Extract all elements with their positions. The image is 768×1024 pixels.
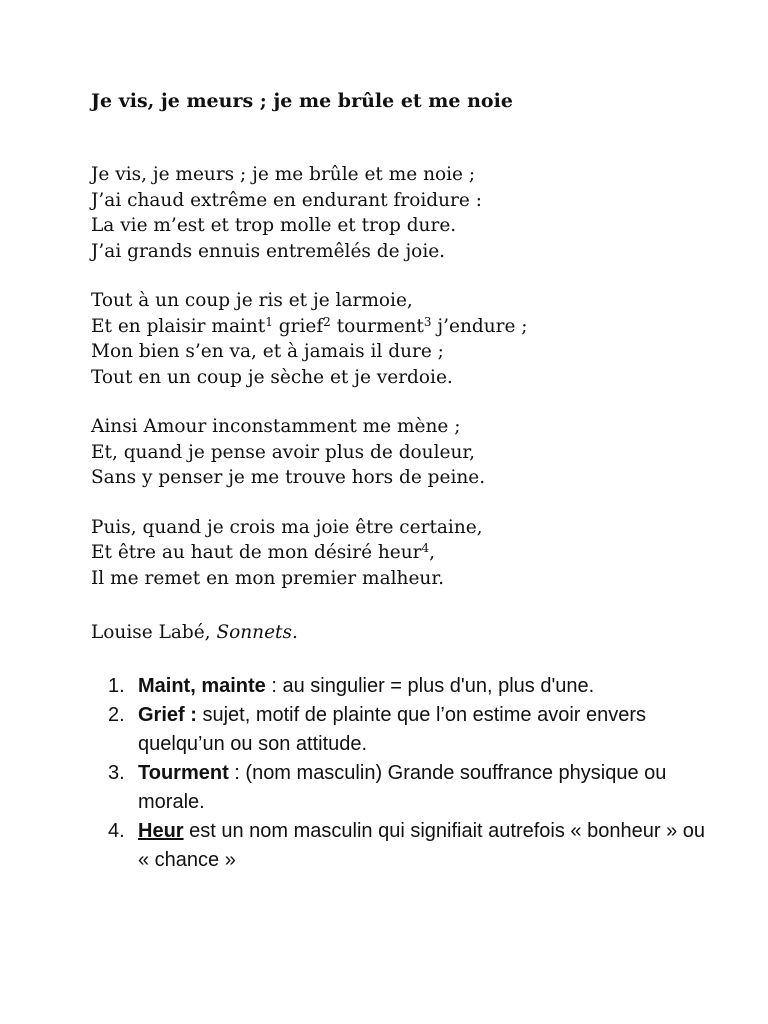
poem-line: Tout à un coup je ris et je larmoie, — [91, 290, 413, 311]
author-name: Louise Labé, — [91, 622, 217, 643]
footnote-item — [95, 817, 715, 875]
footnote-ref-1: 1 — [265, 314, 273, 329]
footnote-ref-3: 3 — [423, 314, 432, 329]
line-text: grief — [272, 315, 324, 337]
footnote-definition: : au singulier = plus d'un, plus d'une. — [265, 675, 595, 697]
footnote-number: 4. — [108, 820, 125, 842]
footnote-item — [95, 701, 715, 759]
poem-line: Tout en un coup je sèche et je verdoie. — [91, 366, 453, 388]
poem-line: J’ai grands ennuis entremêlés de joie. — [91, 240, 446, 262]
poem-line: Sans y penser je me trouve hors de peine. — [91, 467, 486, 488]
line-text: Et en plaisir maint — [91, 315, 266, 337]
poem-line: Et, quand je pense avoir plus de douleur, — [91, 441, 476, 463]
footnote-item — [95, 672, 715, 701]
footnote-definition: est un nom masculin qui signifiait autrefois « bonheur » ou « chance » — [138, 820, 705, 871]
poem-line: Puis, quand je crois ma joie être certaine, — [91, 516, 483, 538]
footnote-term: Tourment — [138, 762, 229, 784]
footnote-item — [95, 759, 715, 817]
stanza-2 — [91, 288, 711, 390]
stanza-1 — [91, 162, 711, 264]
footnote-number: 2. — [108, 704, 125, 726]
poem-line: J’ai chaud extrême en endurant froidure : — [91, 189, 482, 211]
footnote-definition: : (nom masculin) Grande souffrance physique ou morale. — [138, 762, 667, 813]
poem-line-with-footnote — [91, 540, 711, 566]
footnote-term: Grief : — [138, 704, 197, 726]
stanza-4 — [91, 515, 711, 592]
poem-line: La vie m’est et trop molle et trop dure. — [91, 215, 457, 236]
footnotes-list — [95, 672, 715, 875]
poem-title: Je vis, je meurs ; je me brûle et me noie — [91, 90, 513, 112]
stanza-3 — [91, 414, 711, 491]
poem-line: Il me remet en mon premier malheur. — [91, 567, 445, 589]
footnote-term: Maint, mainte — [138, 675, 266, 697]
footnote-number: 3. — [108, 762, 125, 784]
poem-body — [91, 162, 711, 615]
poem-line: Ainsi Amour inconstamment me mène ; — [91, 416, 461, 437]
footnote-ref-4: 4 — [421, 541, 430, 555]
footnote-term: Heur — [138, 820, 184, 842]
attribution-end: . — [291, 622, 298, 643]
footnote-ref-2: 2 — [323, 314, 331, 329]
footnote-number: 1. — [108, 675, 125, 697]
line-text: , — [429, 542, 436, 563]
poem-line: Mon bien s’en va, et à jamais il dure ; — [91, 341, 444, 362]
poem-line: Je vis, je meurs ; je me brûle et me noie ; — [91, 164, 476, 185]
line-text: Et être au haut de mon désiré heur — [91, 542, 422, 563]
poem-line-with-footnotes — [91, 314, 711, 340]
footnote-definition: sujet, motif de plainte que l’on estime avoir envers quelqu’un ou son attitude. — [138, 704, 647, 755]
line-text: j’endure ; — [431, 315, 528, 337]
line-text: tourment — [330, 315, 424, 337]
work-title: Sonnets — [216, 622, 292, 643]
author-attribution — [91, 620, 298, 646]
